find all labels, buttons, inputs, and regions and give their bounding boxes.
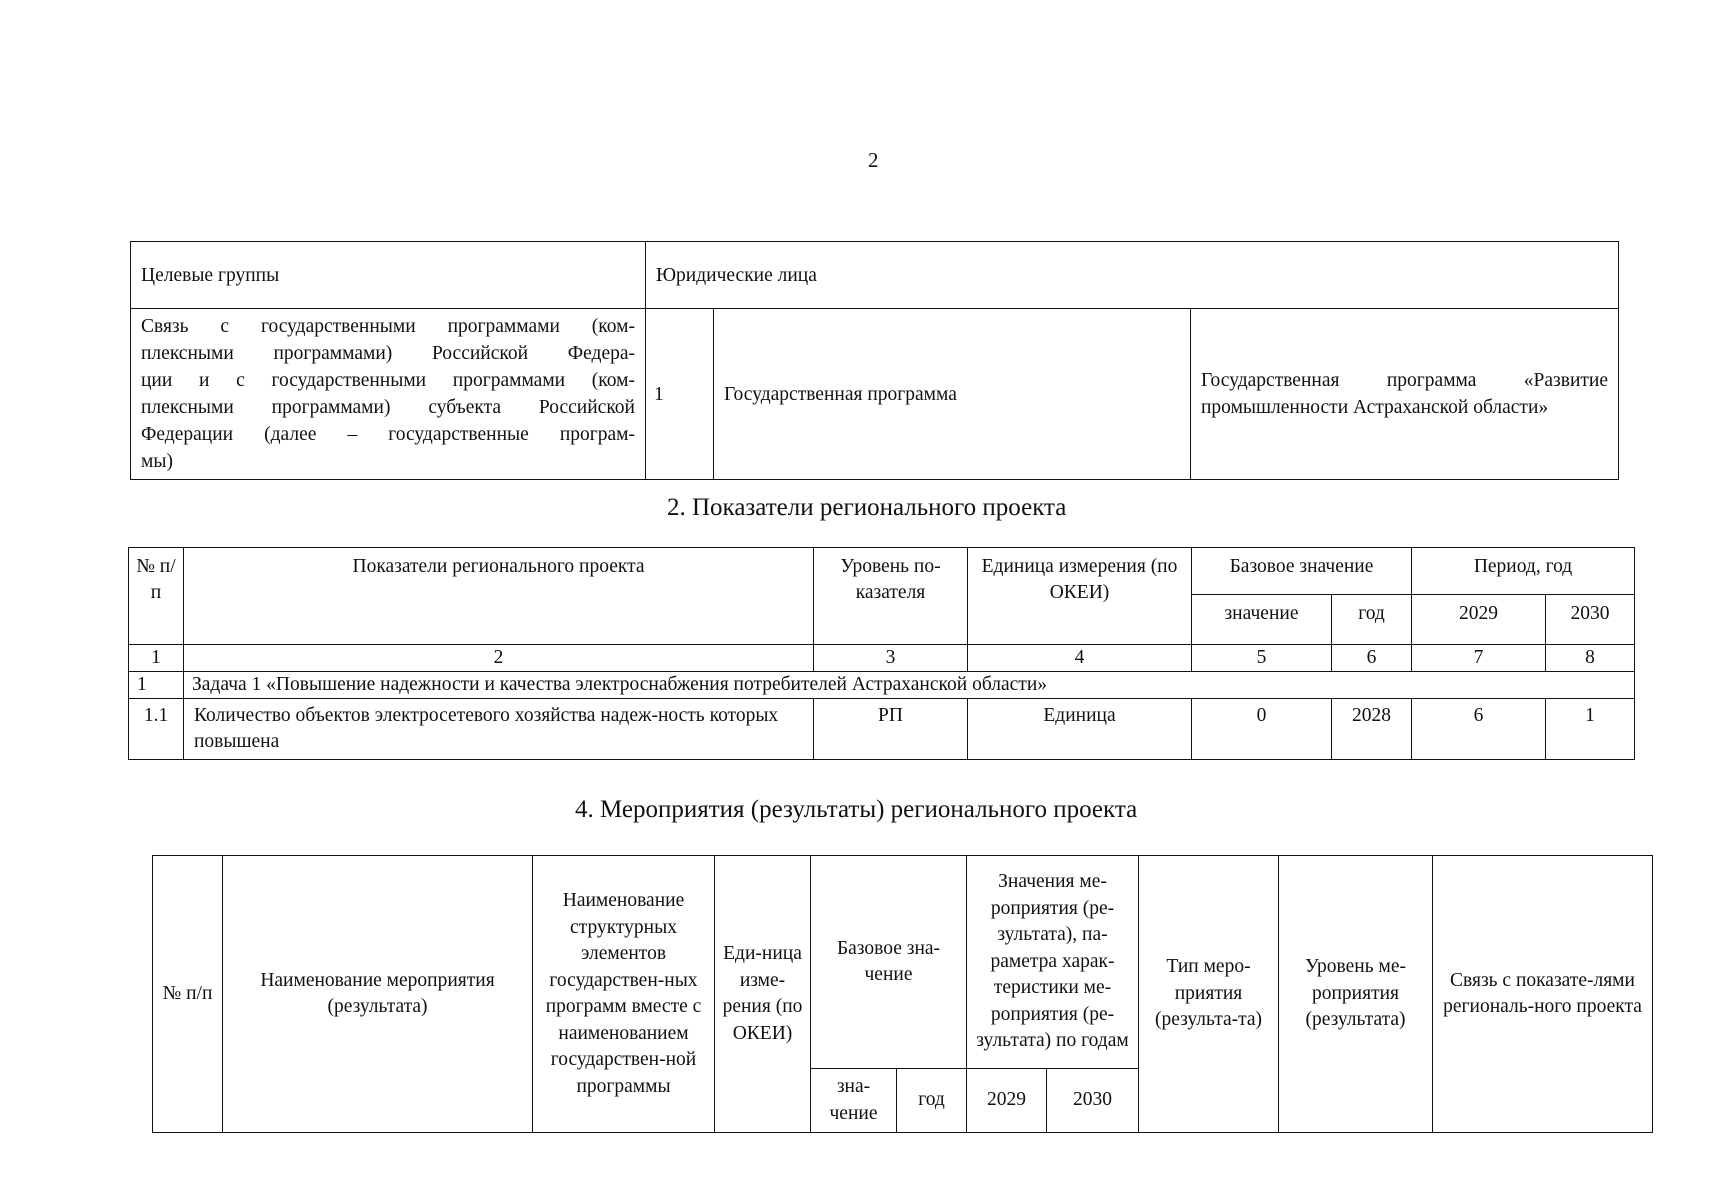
column-number: 7 [1412,645,1546,672]
column-number: 2 [184,645,814,672]
row-base-year: 2028 [1332,699,1412,760]
row-number: 1.1 [129,699,184,760]
header-year-2030: 2030 [1546,595,1635,645]
column-number: 6 [1332,645,1412,672]
header-base: Базовое зна-чение [811,856,967,1069]
header-link-indicators: Связь с показате-лями региональ-ного проекта [1433,856,1653,1133]
row-unit: Единица [968,699,1192,760]
program-link-label-line: мы) [141,451,173,472]
row-value-2029: 6 [1412,699,1546,760]
indicators-table [128,547,1635,760]
column-number: 8 [1546,645,1635,672]
indicators-header-row [129,548,1635,595]
target-groups-label: Целевые группы [131,242,646,309]
program-link-label-line: плексными программами) субъекта Российской [141,397,635,418]
header-base-year: год [1332,595,1412,645]
table-row [129,699,1635,760]
program-link-label-line: плексными программами) Российской Федера- [141,343,635,364]
column-number: 1 [129,645,184,672]
passport-table [130,241,1619,480]
header-unit: Еди-ница изме-рения (по ОКЕИ) [715,856,811,1133]
header-level: Уровень по-казателя [814,548,968,645]
header-num: № п/п [153,856,223,1133]
program-link-name: Государственная программа «Развитие промышленности Астраханской области» [1191,309,1619,480]
header-base-year: год [897,1069,967,1133]
task-text: Задача 1 «Повышение надежности и качества электроснабжения потребителей Астраханской области» [184,672,1635,699]
task-row [129,672,1635,699]
activities-header-row [153,856,1653,1069]
header-values-by-year: Значения ме-роприятия (ре-зультата), па-раметра харак-теристики ме-роприятия (ре-зультата) по годам [967,856,1139,1069]
header-year-2030: 2030 [1047,1069,1139,1133]
target-groups-row [131,242,1619,309]
program-link-number: 1 [646,309,714,480]
header-base-value: значение [1192,595,1332,645]
page-number: 2 [868,148,879,172]
header-indicator: Показатели регионального проекта [184,548,814,645]
program-link-type: Государственная программа [714,309,1191,480]
column-number: 4 [968,645,1192,672]
task-number: 1 [129,672,184,699]
column-number: 3 [814,645,968,672]
activities-table [152,855,1653,1133]
column-number: 5 [1192,645,1332,672]
row-level: РП [814,699,968,760]
program-link-label-line: ции и с государственными программами (ком- [141,370,635,391]
row-indicator: Количество объектов электросетевого хозяйства надеж-ность которых повышена [184,699,814,760]
header-base: Базовое значение [1192,548,1412,595]
header-year-2029: 2029 [967,1069,1047,1133]
header-num: № п/п [129,548,184,645]
header-name: Наименование мероприятия (результата) [223,856,533,1133]
header-unit: Единица измерения (по ОКЕИ) [968,548,1192,645]
header-base-value: зна-чение [811,1069,897,1133]
program-link-label-line: Федерации (далее – государственные програм- [141,424,635,445]
header-structural-elements: Наименование структурных элементов государствен-ных программ вместе с наименованием государствен-ной программы [533,856,715,1133]
program-link-row [131,309,1619,480]
program-link-label-line: Связь с государственными программами (ком- [141,316,635,337]
row-base-value: 0 [1192,699,1332,760]
column-numbers-row [129,645,1635,672]
row-value-2030: 1 [1546,699,1635,760]
section-4-heading: 4. Мероприятия (результаты) регионального проекта [575,796,1138,823]
header-year-2029: 2029 [1412,595,1546,645]
header-level: Уровень ме-роприятия (результата) [1279,856,1433,1133]
section-2-heading: 2. Показатели регионального проекта [667,494,1067,521]
header-type: Тип меро-приятия (результа-та) [1139,856,1279,1133]
header-period: Период, год [1412,548,1635,595]
target-groups-value: Юридические лица [646,242,1619,309]
program-link-label [131,309,646,480]
